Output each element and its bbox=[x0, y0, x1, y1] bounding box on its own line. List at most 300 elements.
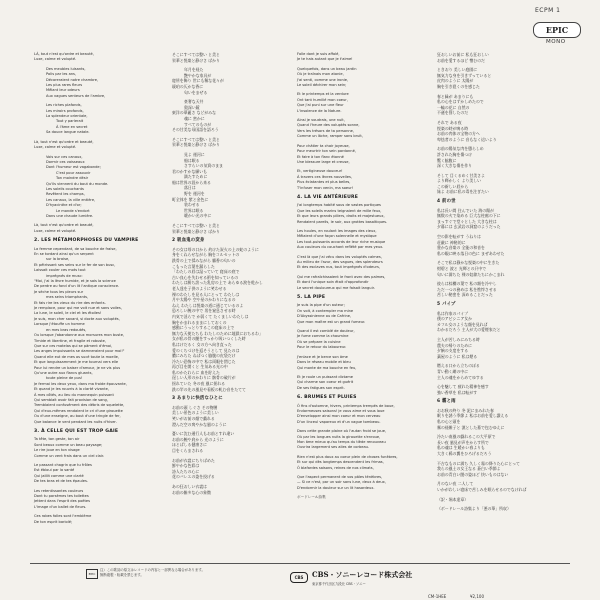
lyric-line: Et dont l'unique soin était d'approfondir bbox=[297, 280, 369, 285]
lyric-line: Pour châtier ta chair joyeuse, bbox=[297, 143, 350, 148]
lyric-line: 長い夜 風見が声をからす所で bbox=[437, 439, 489, 445]
lyric-line: Comme un vent frais dans un ciel clair. bbox=[34, 453, 105, 458]
lyric-line: 燃える口から立ちのぼる bbox=[437, 363, 480, 369]
lyric-line: — Si ce n'est, par un soir sans lune, deux à deux, bbox=[297, 480, 386, 485]
lyric-line: Les tout-puissants accords de leur riche musique bbox=[297, 239, 386, 244]
lyric-line: 空の影を転がす うねりは bbox=[437, 234, 482, 240]
lyric-line: ねえ わたしは悦楽の道に通じているのよ bbox=[172, 302, 244, 308]
lyric-line: 年月を経た bbox=[184, 67, 204, 73]
lyric-line: Et que languissamment je me tournai vers elle bbox=[34, 360, 119, 365]
lyric-line: Le soleil déchirer mon sein; bbox=[297, 83, 347, 88]
section-heading: 4. LA VIE ANTÉRIEURE bbox=[297, 194, 359, 200]
lyric-line: わたしは勝ち誇った乳房の上で あらゆる涙を乾かし bbox=[172, 280, 263, 286]
lyric-line: Ou d'une enseigne, au bout d'une tringle de fer, bbox=[34, 414, 121, 419]
lyric-line: Et sur qui dès longtemps descendent les frimas, bbox=[297, 460, 384, 465]
lyric-line: Ô blafardes saisons, reines de nos climats, bbox=[297, 465, 374, 470]
lyric-line: 目をくらまされる bbox=[172, 448, 204, 453]
lyric-line: Luxe, calme et volupté. bbox=[34, 145, 77, 150]
lyric-line: Sont beaux comme un beau paysage; bbox=[34, 442, 103, 447]
lyric-line: 再び目を開くと 生気ある光の中 bbox=[172, 364, 228, 370]
lyric-line: De ses fatigues son esprit. bbox=[297, 385, 345, 390]
section-heading: 6 霧と雨 bbox=[437, 399, 456, 405]
lyric-line: Pour lui rendre un baiser d'amour, je ne vis plus bbox=[34, 365, 121, 370]
lyric-line: ボードレール詩集 bbox=[297, 495, 326, 500]
lyric-line: 強い香草を 私は転がす bbox=[437, 389, 478, 395]
lyric-line: Je suis, mon cher savant, si docte aux voluptés, bbox=[34, 316, 120, 321]
lyric-line: 紺碧と 波と 光輝との只中で bbox=[437, 266, 487, 271]
lyric-line: La lune, le soleil, le ciel et les étoiles! bbox=[34, 311, 102, 316]
lyric-line: Mon âme mieux qu'au temps du tiède renouveau bbox=[297, 439, 386, 444]
lyric-line: Au milieu de l'azur, des vagues, des splendeurs bbox=[297, 260, 383, 264]
lyric-line: Où par les longues nuits la girouette s'enroue, bbox=[297, 434, 381, 439]
lyric-line: Je sèche tous les pleurs sur bbox=[34, 289, 84, 294]
lyric-line: D'envelopper ainsi mon coeur et mon cerveau bbox=[297, 414, 381, 419]
lyric-line: Que l'aspect permanent de vos pâles ténèbres, bbox=[297, 475, 383, 479]
lyric-line: De perdre au fond d'un lit l'antique conscience. bbox=[34, 284, 120, 289]
lyric-line: Qui charme son coeur et guérit bbox=[297, 380, 354, 385]
lyric-line: （訳・堀本達章） bbox=[437, 496, 469, 502]
lyric-line: 胸をかまれるままにしておくの bbox=[172, 319, 227, 325]
lyric-line: お前の肉体の宝物の方へ bbox=[437, 131, 480, 137]
lyric-line: 船は眠る bbox=[184, 157, 200, 163]
lyric-line: そこにすべては整い と美と bbox=[172, 52, 220, 57]
lyric-line: 一輪の花に 自然の bbox=[437, 104, 470, 110]
price: ¥2,100 bbox=[470, 594, 484, 599]
lyric-line: 苦しい秘密を 深めることだった bbox=[437, 292, 493, 298]
lyric-line: Polis par les ans, bbox=[46, 72, 77, 77]
lyric-line: 深く大きな傷を作り bbox=[437, 163, 473, 169]
lyric-line: 見よ 運河に bbox=[184, 151, 205, 157]
lyric-line: Des meubles luisants, bbox=[46, 66, 86, 71]
lyric-line: まっすぐで堂々とした 大きな柱は bbox=[437, 218, 497, 224]
lyric-line: Qui semblait avoir fait provision de sang, bbox=[34, 397, 108, 402]
lyric-line: Quelquefois, dans un beau jardin bbox=[297, 66, 357, 71]
lyric-line: お前の雑多な心の象徴 bbox=[172, 489, 211, 495]
lyric-line: Et que leurs grands piliers, droits et majestueux, bbox=[297, 214, 385, 219]
footer-divider bbox=[30, 563, 570, 564]
lyric-line: 揺れていた 冬の夜 風に揺れる bbox=[172, 381, 226, 387]
lyric-line: 妹よ お前に私の毒を注ぎたい bbox=[437, 189, 489, 195]
lyric-line: 月のない夜 二人して bbox=[437, 481, 474, 487]
lyric-line: より輝かしく より美しい bbox=[437, 178, 482, 184]
lyric-line: 内気で淫らで か弱くて たくましいわたしは bbox=[172, 313, 249, 319]
lyric-line: カフル女のような顔を見れば bbox=[437, 321, 488, 327]
lyric-line: 寝所を飾り 世にも稀な花々が bbox=[172, 78, 224, 84]
lyric-line: 霧の経帷子と 漠とした墓で包むゆえに bbox=[437, 424, 505, 430]
lyric-line: そこで私は静かな悦楽の中に生きた bbox=[437, 260, 500, 266]
lyric-line: 私は長い間 住んでいた 海の陽が bbox=[437, 207, 494, 213]
lyric-line: Que balance le vent pendant les nuits d'hiver. bbox=[34, 419, 117, 424]
lyric-line: お前の頭 しぐさ その物腰 bbox=[172, 404, 218, 410]
lyric-line: 町全体を 紫と金色に bbox=[172, 196, 209, 202]
lyric-line: お前の腕や肩から 光のように bbox=[172, 436, 224, 442]
lyric-line: その甘美な母国語を語ろう bbox=[172, 127, 219, 133]
lyric-line: 豪奢な天井 bbox=[184, 99, 204, 105]
lyric-line: 豊かな音楽の 全能の和音を bbox=[437, 245, 485, 251]
lyric-line: 鮮やかな色彩は bbox=[172, 463, 200, 469]
lyric-line: Décoreraient notre chambre, bbox=[46, 77, 99, 82]
lyric-line: Mêlaient d'une façon solennelle et mystique bbox=[297, 234, 377, 239]
lyric-line: J'ai longtemps habité sous de vastes portiques bbox=[297, 203, 381, 208]
lyric-line: Le rire joue en ton visage bbox=[34, 448, 80, 453]
lyric-line: 憂いに沈む通行人もお前とすれ違い bbox=[172, 431, 235, 437]
lyric-line: 許された胸を傷つけ bbox=[437, 151, 473, 157]
lyric-line: C'est là que j'ai vécu dans les voluptés calmes, bbox=[297, 254, 382, 259]
lyric-line: Laissait couler ces mots tout bbox=[34, 268, 86, 273]
lyric-line: Ta tête, ton geste, ton air bbox=[34, 437, 80, 442]
lyric-line: 身をくねらせながら 胸をコルセットの bbox=[172, 252, 240, 258]
lyric-line: Les plus rares fleurs bbox=[46, 83, 83, 88]
lyric-line: Et faire à ton flanc étonné bbox=[297, 154, 344, 159]
lyric-line: 無気力な身を引きずっていると bbox=[437, 72, 492, 78]
lyric-line: De tes bras et de tes épaules. bbox=[34, 479, 88, 484]
lyric-line: Les anges impuissants se damneraient pour moi!" bbox=[34, 349, 125, 354]
lyric-line: 主人の魂をからめてゆする bbox=[437, 374, 484, 380]
column-japanese-2 bbox=[437, 52, 526, 512]
cbs-logo: CBS bbox=[290, 572, 308, 583]
lyric-line: 皮肉のように 太陽が bbox=[437, 78, 474, 84]
lyric-line: D'Abyssinienne ou de Cafrine, bbox=[297, 314, 352, 319]
lyric-line: Dans le réseau mobile et bleu bbox=[297, 360, 351, 365]
lyric-line: 我らの風土の女王なる 蒼白い季節よ bbox=[437, 466, 501, 472]
lyric-line: T'infuser mon venin, ma soeur! bbox=[297, 185, 354, 190]
lyric-line: Les retentissantes couleurs bbox=[34, 488, 84, 493]
lyric-line: 胸を引き裂くのを感じた bbox=[437, 83, 480, 89]
lyric-line: （ボードレール詩集より「悪の華」所収） bbox=[437, 506, 511, 512]
lyric-line: D'hyacinthe et d'or; bbox=[46, 203, 82, 208]
lyric-line: J'ai senti, comme une ironie, bbox=[297, 77, 349, 82]
lyric-line: Pour meurtrir ton sein pardonné, bbox=[297, 149, 356, 154]
lyric-line: Rien n'est plus doux au coeur plein de choses funèbres, bbox=[297, 454, 398, 459]
lyric-line: Est ébloui par la santé bbox=[34, 468, 75, 473]
lyric-line: Les riches plafonds, bbox=[46, 103, 82, 108]
lyric-line: 野を 運河を bbox=[184, 191, 205, 197]
lyric-line: Jettent dans l'esprit des poètes bbox=[34, 499, 90, 504]
lyric-line: あの狂おしい衣裳は bbox=[172, 483, 208, 489]
lyric-line: 大きく鴉の翼をひろげるだろう bbox=[437, 451, 492, 457]
lyric-line: sur la braise, bbox=[46, 257, 70, 262]
lyric-line: 狂おしいお前に 私も狂おしい bbox=[437, 52, 489, 57]
lyric-line: 驚く脇腹に bbox=[437, 157, 457, 163]
lyric-line: 古い良心を失わせる術を知っているの bbox=[172, 274, 239, 280]
lyric-line: Et je roule un puissant dictame bbox=[297, 374, 354, 379]
lyric-line: お前の青白い闇の姿ほど 快いものはない bbox=[437, 471, 509, 477]
lyric-line: Qui monte de ma bouche en feu, bbox=[297, 365, 357, 370]
lyric-line: 私は作家のパイプ bbox=[437, 310, 469, 316]
lyric-line: そこにすべては整い と美と bbox=[172, 223, 220, 229]
lyric-line: そして 目くるめく甘美さよ bbox=[437, 172, 485, 178]
company-address: 東京都千代田区九段北 CBS・ソニー bbox=[312, 582, 366, 586]
lyric-line: 栄華と悦楽と静けさ ばかり bbox=[172, 142, 220, 148]
lyric-line: L'insolence de la Nature. bbox=[297, 108, 342, 113]
lyric-line: Dont l'humeur est vagabonde; bbox=[46, 165, 101, 170]
lyric-line: 農夫の帰りのために bbox=[437, 342, 473, 348]
bottom-catalog: CM-1HEE bbox=[428, 594, 447, 599]
lyric-line: Revêtent les champs, bbox=[46, 192, 85, 197]
lyric-line: わかるだろう 主人が大の愛煙家だと bbox=[437, 327, 501, 333]
lyric-line: Là, tout n'est qu'ordre et beauté, bbox=[34, 139, 94, 144]
lyric-line: D'un linceul vaporeux et d'un vague tombeau. bbox=[297, 419, 381, 424]
lyric-line: 私の魂は 生暖かい春よりも bbox=[437, 445, 485, 451]
lyric-line: 冷たい南風の戯れるこの大平原で bbox=[437, 434, 496, 440]
lyric-line: 不吉なものに満ち 久しく霜の降りた心にとって bbox=[437, 460, 520, 466]
lyric-line: Comme un lâche, ramper sans bruit, bbox=[297, 134, 363, 139]
lyric-line: L'image d'un ballet de fleurs. bbox=[34, 504, 87, 509]
footer-notice bbox=[100, 568, 280, 577]
lyric-line: 世界は眠る bbox=[184, 207, 204, 213]
lyric-line: 僕のアビシニア女か bbox=[437, 316, 473, 322]
lyric-line: Ou lorsque j'abandonne aux morsures mon buste, bbox=[34, 333, 125, 338]
lyric-line: La splendeur orientale, bbox=[46, 114, 88, 119]
lyric-line: 奥深い鏡 bbox=[184, 104, 200, 110]
lyric-line: いかがわしい寝床で苦しみを眠らせるのでなければ bbox=[437, 487, 527, 492]
lyric-line: 卑怯者のように 音もなく這いより bbox=[437, 136, 497, 142]
lyric-line: Sa douce langue natale. bbox=[46, 130, 90, 135]
lyric-line: 私の眼に映る落日の色に まぜあわせた bbox=[437, 250, 505, 256]
lyric-line: "Moi, j'ai la lèvre humide, et je sais la science bbox=[34, 279, 116, 284]
lyric-line: Aux couleurs du couchant reflété par mes yeux. bbox=[297, 245, 384, 250]
lyric-line: 満たすために bbox=[184, 174, 208, 180]
lyric-line: À l'âme en secret bbox=[56, 124, 88, 129]
lyric-line: 藁屋のように 私は煙る bbox=[437, 353, 478, 359]
lyric-line: 鉄の竿の先の風見や看板の軋む音をたてて bbox=[172, 386, 246, 392]
lyric-line: Luxe, calme et volupté. bbox=[34, 57, 77, 62]
lyric-line: Endormeuses saisons! je vous aime et vous loue bbox=[297, 408, 385, 413]
section-heading: 3. À CELLE QUI EST TROP GAIE bbox=[34, 429, 119, 434]
lyric-line: Dont tu parsèmes tes toilettes bbox=[34, 494, 89, 499]
lyric-line: 女が私の骨の髄をすっかり吸いつくした時 bbox=[172, 336, 246, 342]
lyric-line: Tremblaient confusément des débris de squelette, bbox=[34, 403, 125, 408]
lyric-line: Vers les trésors de ta personne, bbox=[297, 128, 355, 133]
lyric-line: Et quand je les rouvris à la clarté vivante, bbox=[34, 387, 109, 392]
lyric-line: 恐ろしい腕の中で 男を窒息させる時 bbox=[172, 308, 236, 314]
section-heading: 5 パイプ bbox=[437, 301, 456, 307]
lyric-line: さすらいの気質のまま bbox=[184, 163, 223, 169]
lyric-line: Qu'ils viennent du bout du monde. bbox=[46, 181, 109, 186]
lyric-line: Lorsque j'étouffe un homme bbox=[34, 322, 85, 327]
lyric-line: Ont tant humilié mon coeur, bbox=[297, 97, 348, 102]
format-label: MONO bbox=[546, 39, 566, 45]
section-heading: 6. BRUMES ET PLUIES bbox=[297, 395, 357, 401]
lyric-line: 匂いに満ちた 裸の奴隷たちにかこまれ bbox=[437, 271, 505, 277]
lyric-line: おお秋の終り 冬 泥にまみれた春 bbox=[437, 407, 494, 413]
lyric-line: 暖かい光の中に bbox=[184, 213, 212, 219]
lyric-line: 主人が苦しみにみちる時 bbox=[437, 336, 480, 342]
lyric-line: お前が衣裳にちりばめた bbox=[172, 457, 215, 463]
lyric-line: Dans une chaude lumière. bbox=[46, 213, 94, 218]
lyric-line: 無数の火で染める 巨大な柱廊の下に bbox=[437, 213, 501, 219]
lyric-line: 春と緑が あまりにも bbox=[437, 93, 474, 99]
lyric-line: 青い動く網の中に bbox=[437, 368, 469, 374]
lyric-line: Vois sur ces canaux, bbox=[46, 154, 83, 159]
lyric-line: Je remplace, pour qui me voit nue et sans voiles, bbox=[34, 306, 122, 311]
lyric-line: La femme cependant, de sa bouche de fraise, bbox=[34, 246, 117, 251]
lyric-line: 匂いをまぜる bbox=[184, 89, 208, 95]
lyric-line: Luxe, calme et volupté. bbox=[34, 228, 77, 233]
lyric-line: Une blessure large et creuse, bbox=[297, 159, 350, 164]
lyric-line: 彼らは棕櫚の葉で 私の額を冷やし bbox=[437, 281, 497, 287]
lyric-line: 美しい景色のように美しい bbox=[172, 410, 219, 416]
lyric-line: 詩人たちの心に bbox=[172, 468, 200, 474]
lyric-line: Que mon maître est un grand fumeur. bbox=[297, 319, 366, 324]
section-heading: 3 あまりに快活なひとに bbox=[172, 396, 223, 402]
lyric-line: Où se prépare la cuisine bbox=[297, 339, 341, 344]
lyric-line: Je suis la pipe d'un auteur; bbox=[297, 303, 345, 308]
company-name: CBS・ソニーレコード株式会社 bbox=[312, 570, 413, 579]
lyric-line: 艶やかな家具が bbox=[184, 72, 212, 78]
column-french-1 bbox=[34, 52, 139, 525]
lyric-line: J'enlace et je berce son âme bbox=[297, 354, 348, 359]
footer-notice-line-1: 注）この歌詞の原文はレコードの内容と一部異なる場合があります。 bbox=[100, 568, 205, 572]
section-heading: 2. LES MÉTAMORPHOSES DU VAMPIRE bbox=[34, 238, 139, 244]
lyric-line: 私のかたわらに 血を貯えた bbox=[172, 369, 220, 375]
lyric-line: Ces robes folles sont l'emblème bbox=[34, 514, 92, 519]
lyric-line: 澄んだ空の爽やかな風のように bbox=[172, 421, 227, 427]
lyric-line: Les canaux, la ville entière, bbox=[46, 197, 96, 202]
lyric-line: 不遜を罰したのだ bbox=[437, 110, 469, 116]
lyric-line: On voit, à contempler ma mine bbox=[297, 308, 354, 313]
lyric-line: toute pleine de pus! bbox=[46, 376, 83, 381]
lyric-line: 私の心と頭を bbox=[437, 419, 461, 425]
lyric-line: À travers ces lèvres nouvelles, bbox=[297, 174, 352, 179]
lyric-line: その女は苺の口から 灼けた炭火の上の蛇のように bbox=[172, 246, 259, 252]
lyric-line: 魂に 密かに bbox=[184, 115, 205, 121]
lyric-line: お前を愛するほど 憎むのだ bbox=[437, 57, 485, 63]
lyric-line: De ton esprit bariolé; bbox=[34, 519, 73, 524]
lyric-line: Quand il est comblé de douleur, bbox=[297, 329, 355, 334]
lyric-line: Qui jaillit comme une clarté bbox=[34, 473, 84, 478]
lyric-line: Les soleils couchants bbox=[46, 186, 84, 191]
column-japanese-1 bbox=[172, 52, 263, 495]
lyric-line: Aux vagues senteurs de l'ambre, bbox=[46, 93, 106, 98]
lyric-line: Le secret douloureux qui me faisait languir. bbox=[297, 285, 375, 290]
lyric-line: Qui me rafraîchissaient le front avec des palmes, bbox=[297, 274, 386, 279]
lyric-line: D'endormir la douleur sur un lit hasardeux. bbox=[297, 485, 375, 490]
lyric-line: 東洋の華麗さ などがみな bbox=[172, 110, 217, 116]
footer-logo: EPIC bbox=[86, 569, 98, 579]
lyric-line: Que sur ces matelas qui se pâment d'émoi, bbox=[34, 343, 113, 348]
footer-notice-line-2: 無断複製・転載を禁じます。 bbox=[100, 572, 144, 577]
lyric-line: Quand elle eut de mes os sucé toute la moelle, bbox=[34, 354, 119, 359]
lyric-line: ほとばしる健康さに bbox=[172, 442, 208, 448]
lyric-line: en mes bras redoutés, bbox=[46, 327, 87, 332]
lyric-line: 無力な天使たちも わたしのために地獄におちるわ」 bbox=[172, 330, 263, 336]
lyric-line: Que les soleils marins teignaient de mille feux, bbox=[297, 208, 382, 213]
lyric-line: 鉄骨の上で揉みながら 麝香の匂いの bbox=[172, 258, 236, 263]
lyric-line: Ô fins d'automne, hivers, printemps trempés de boue, bbox=[297, 403, 395, 408]
lyric-line: Et le printemps et la verdure bbox=[297, 92, 349, 97]
lyric-line: Le passant chagrin que tu frôles bbox=[34, 463, 92, 468]
lyric-line: Que j'ai puni sur une fleur bbox=[297, 103, 344, 108]
lyric-line: 悦楽の時が鳴る時 bbox=[437, 125, 469, 131]
lyric-line: ときおり 美しい庭園に bbox=[437, 67, 478, 73]
lyric-line: 老人達を子供のように笑わせる bbox=[172, 285, 227, 291]
lyric-line: Timide et libertine, et fragile et robuste, bbox=[34, 338, 107, 343]
lyric-line: Rendaient pareils, le soir, aux grottes basaltiques. bbox=[297, 219, 388, 224]
lyric-line: Ton moindre désir bbox=[56, 176, 89, 181]
lyric-line: Les houles, en roulant les images des cieux, bbox=[297, 228, 377, 233]
lyric-line: すべてのものが bbox=[184, 121, 212, 127]
lyric-line: Les miroirs profonds, bbox=[46, 108, 84, 113]
lyric-line: 月や太陽や 空や星のかわりになるの bbox=[172, 297, 236, 303]
lyric-line: Où je traînais mon atonie, bbox=[297, 72, 344, 77]
lyric-line: Je te hais autant que je t'aime! bbox=[297, 57, 353, 62]
lyric-line: 栄華と悦楽と静けさ ばかり bbox=[172, 228, 220, 234]
lyric-line: 感動にうっとりするこの寝床の上で bbox=[172, 325, 235, 331]
lyric-line: 夕暮には 玄武岩の洞窟のようだった bbox=[437, 224, 501, 230]
column-french-2 bbox=[297, 52, 398, 501]
lyric-line: C'est pour assouvir bbox=[56, 170, 91, 175]
lyric-line: Mêlant leur odeurs bbox=[46, 88, 80, 93]
lyric-line: Dans cette grande plaine où l'autan froid se joue, bbox=[297, 429, 387, 434]
lyric-line: Qu'une outre aux flancs gluants, bbox=[34, 370, 93, 375]
lyric-line: 私の心をはずかしめたので bbox=[437, 99, 484, 105]
lyric-line: Tout y parlerait bbox=[56, 119, 84, 124]
lyric-line: この新しい唇から bbox=[437, 183, 469, 189]
lyric-line: そこにすべては整い と美と bbox=[172, 136, 220, 142]
section-heading: 4 前の世 bbox=[437, 199, 456, 205]
lyric-line: Et pétrissant ses seins sur le fer de son busc, bbox=[34, 262, 116, 267]
lyric-line: Pour le retour du laboureur. bbox=[297, 345, 347, 350]
lyric-line: 栄華と悦楽と静けさ ばかり bbox=[172, 57, 220, 63]
epic-logo bbox=[533, 22, 581, 38]
lyric-line: Là, tout n'est qu'ordre et beauté, bbox=[34, 223, 94, 228]
lyric-line: 逞しい人形のかわりに 骸骨の破片が bbox=[172, 375, 236, 381]
lyric-line: 君のかすかな願いも bbox=[172, 168, 208, 174]
lyric-line: À mes côtés, au lieu du mannequin puissant bbox=[34, 392, 114, 397]
lyric-line: 眠りを誘う季節よ 私はお前を愛し讃える bbox=[437, 413, 509, 419]
lyric-line: mes seins triomphants, bbox=[46, 295, 89, 300]
lyric-line: 私はけだるく 女の方へ向き直った bbox=[172, 341, 232, 347]
lyric-line: Je fermai les deux yeux, dans ma froide épouvante, bbox=[34, 381, 127, 386]
lyric-line: 琥珀の仄かな香に bbox=[172, 83, 204, 89]
catalog-number: ECPM 1 bbox=[535, 7, 561, 14]
lyric-line: ただ一つの務めは 私を憔悴させる bbox=[437, 286, 497, 292]
lyric-line: Ainsi je voudrais, une nuit, bbox=[297, 118, 345, 123]
lyric-line: 装わせる bbox=[184, 202, 200, 208]
section-heading: 2 吸血鬼の変身 bbox=[172, 238, 205, 244]
lyric-line: 愛のくちづけを返そうとして 見たのは bbox=[172, 347, 240, 353]
epic-logo-text: EPIC bbox=[545, 25, 569, 35]
lyric-line: こもった言葉を漏らした bbox=[172, 263, 215, 269]
lyric-line: Et des esclaves nus, tout imprégnés d'odeurs, bbox=[297, 265, 380, 270]
lyric-line: Qui d'eux-mêmes rendaient le cri d'une girouette bbox=[34, 408, 123, 413]
lyric-line: Je fume comme la chaumine bbox=[297, 334, 349, 339]
lyric-line: 裸のわたしを見る人にとって わたしは bbox=[172, 291, 240, 297]
lyric-line: Ouvrira largement ses ailes de corbeau. bbox=[297, 445, 370, 450]
lyric-line: お前の陽気な肉を懲らしめ bbox=[437, 146, 484, 152]
lyric-line: 笑いがお前の顔で戯れる bbox=[172, 416, 215, 422]
lyric-line: Et, vertigineuse douceur! bbox=[297, 169, 343, 174]
lyric-line: 荘厳に 神秘的に bbox=[437, 239, 466, 245]
lyric-line: 花のバレエの姿を投げる bbox=[172, 474, 215, 480]
lyric-line: 心を魅して 疲れた精神を癒す bbox=[437, 384, 489, 390]
lyric-line: En se tordant ainsi qu'un serpent bbox=[34, 252, 94, 256]
lyric-line: Folle dont je suis affolé, bbox=[297, 52, 340, 56]
lyric-line: 冷たい恐怖の中で 私は両眼を閉じた bbox=[172, 358, 236, 364]
lyric-line: それで ある夜 bbox=[437, 119, 462, 125]
lyric-line: 船は世界の涯から来る bbox=[172, 179, 211, 185]
section-heading: 5. LA PIPE bbox=[297, 295, 326, 301]
lyric-line: Plus éclatantes et plus belles, bbox=[297, 180, 351, 185]
lyric-line: 落日は bbox=[184, 185, 196, 191]
lyric-line: imprégnés de musc: bbox=[46, 273, 83, 278]
lyric-line: LÀ, tout n'est qu'ordre et beauté, bbox=[34, 52, 94, 56]
lyric-line: 「わたしの唇は湿っていて 寝床の底で bbox=[172, 269, 240, 275]
lyric-line: Le monde s'endort bbox=[56, 208, 90, 213]
lyric-line: 膿にみちた ねばつく脇腹の皮袋だけ bbox=[172, 353, 236, 359]
lyric-line: Quand l'heure des voluptés sonne, bbox=[297, 123, 360, 128]
